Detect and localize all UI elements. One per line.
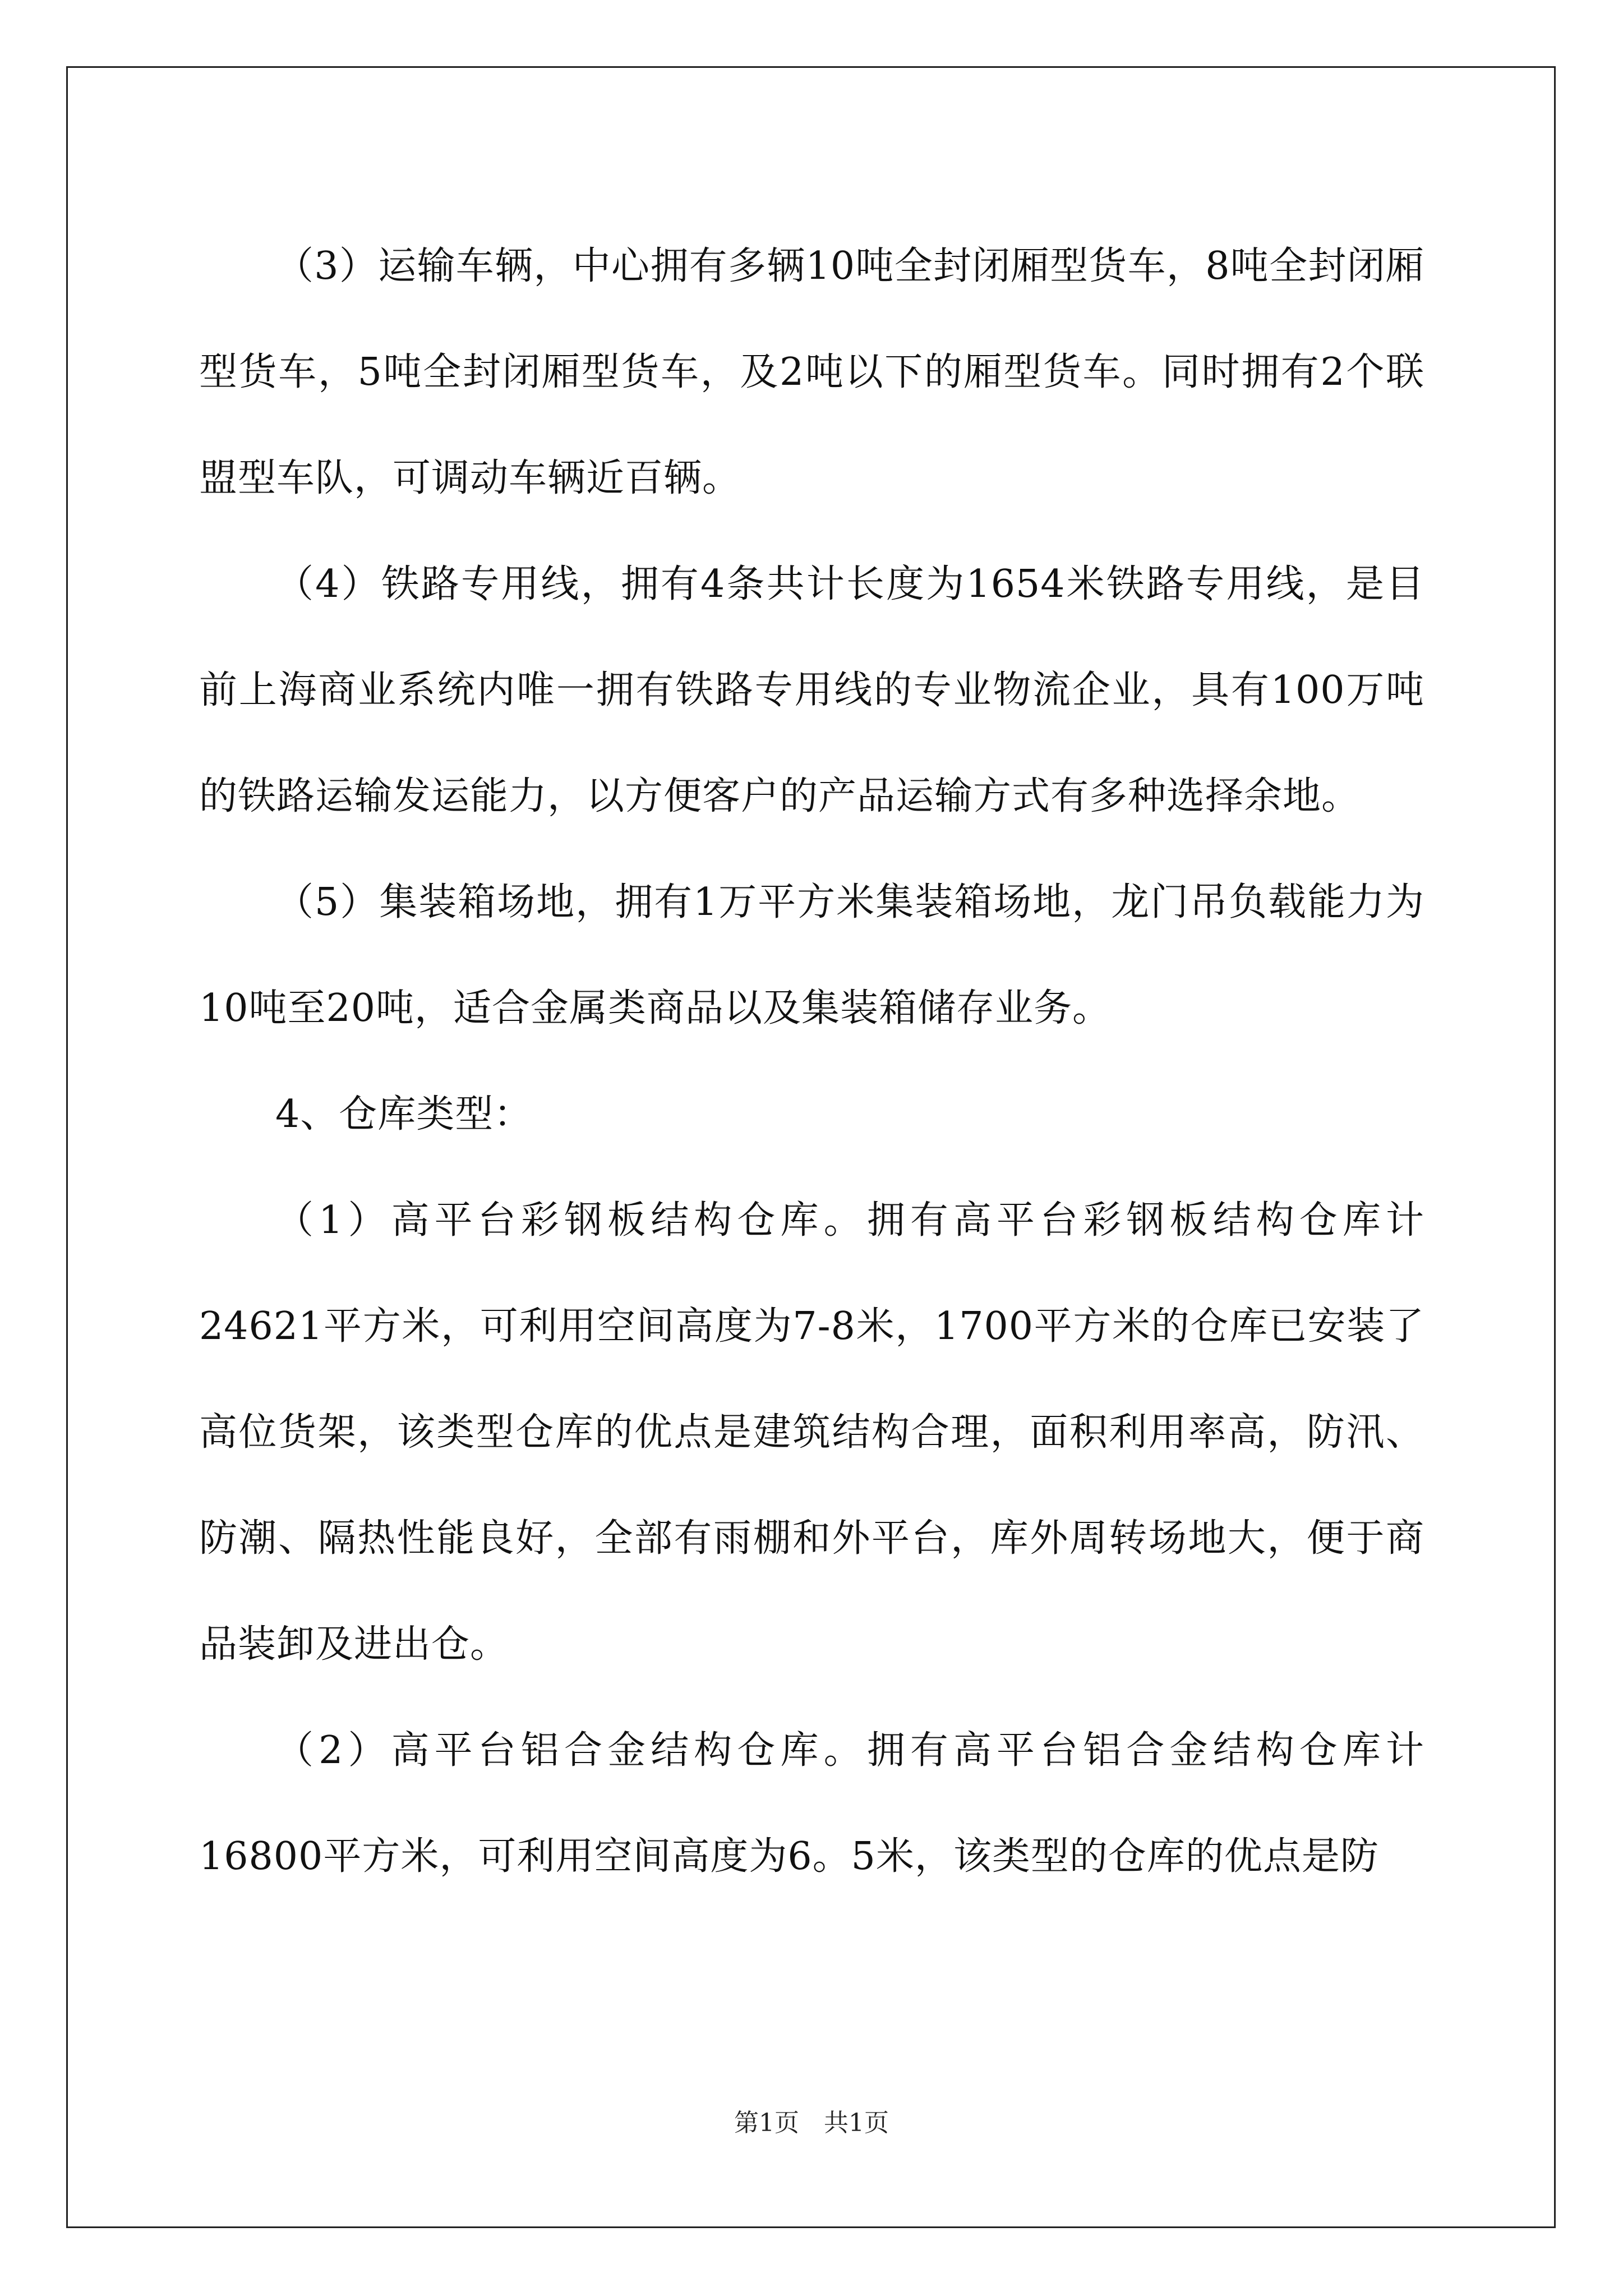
section-heading-warehouse-types: 4、仓库类型： bbox=[275, 1092, 533, 1137]
paragraph-container-yard: （5）集装箱场地，拥有1万平方米集装箱场地，龙门吊负载能力为10吨至20吨，适合金属类商品以及集装箱储存业务。 bbox=[199, 880, 1424, 1030]
page-number-footer: 第1页 共1页 bbox=[734, 2109, 889, 2137]
paragraph-railway-line: （4）铁路专用线，拥有4条共计长度为1654米铁路专用线，是目前上海商业系统内唯一拥有铁路专用线的专业物流企业，具有100万吨的铁路运输发运能力，以方便客户的产品运输方式有多种选择余地。 bbox=[199, 562, 1424, 818]
paragraph-transport-vehicles: （3）运输车辆，中心拥有多辆10吨全封闭厢型货车，8吨全封闭厢型货车，5吨全封闭厢型货车，及2吨以下的厢型货车。同时拥有2个联盟型车队，可调动车辆近百辆。 bbox=[199, 244, 1424, 500]
paragraph-color-steel-warehouse: （1）高平台彩钢板结构仓库。拥有高平台彩钢板结构仓库计24621平方米，可利用空间高度为7-8米，1700平方米的仓库已安装了高位货架，该类型仓库的优点是建筑结构合理，面积利用率高，防汛、防潮、隔热性能良好，全部有雨棚和外平台，库外周转场地大，便于商品装卸及进出仓。 bbox=[199, 1198, 1424, 1667]
document-body bbox=[199, 213, 1424, 1910]
paragraph-aluminum-warehouse: （2）高平台铝合金结构仓库。拥有高平台铝合金结构仓库计16800平方米，可利用空间高度为6。5米，该类型的仓库的优点是防 bbox=[199, 1728, 1424, 1879]
